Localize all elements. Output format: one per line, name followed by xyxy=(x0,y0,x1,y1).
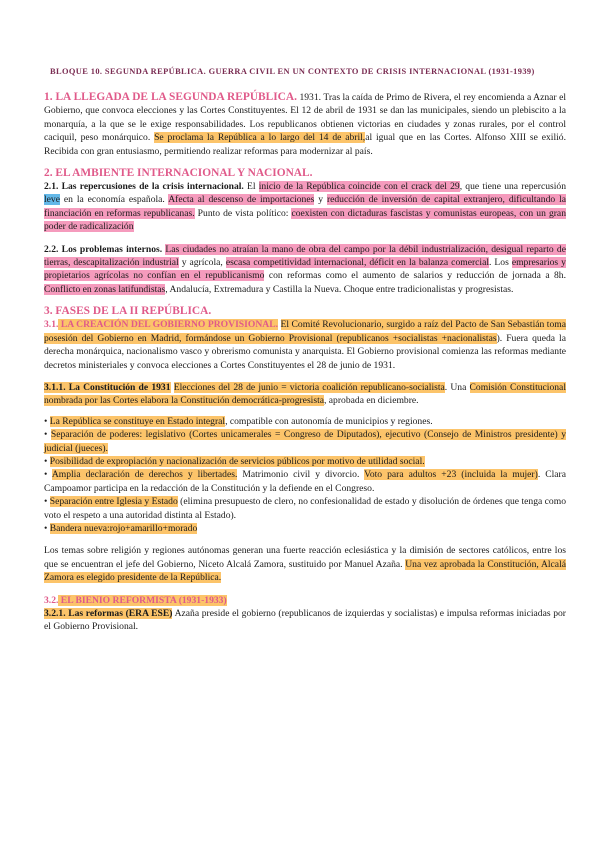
section-2-heading: 2. EL AMBIENTE INTERNACIONAL Y NACIONAL. xyxy=(44,167,313,180)
subsection-title: LA CREACIÓN DEL GOBIERNO PROVISIONAL. xyxy=(58,319,278,331)
reforms-paragraph xyxy=(44,607,566,634)
text: Punto de vista político: xyxy=(194,207,292,219)
highlight: escasa competitividad internacional, déficit en la balanza comercial xyxy=(225,257,489,269)
text: Azaña preside el gobierno (republicanos de izquierdas y socialistas) e impulsa reformas iniciadas por el Gobierno Provisional. xyxy=(44,608,566,633)
subsection-label: 3.2.1. Las reformas (ERA ESE) xyxy=(44,608,173,619)
text: Los temas sobre religión y regiones autónomas generan una fuerte reacción eclesiástica y la dimisión de sectores católicos, entre los que se encuentran el jefe del Gobierno, Niceto Alcalá Zamora, sustituido por Manuel Azaña. xyxy=(44,545,566,570)
subsection-number: 3.2. xyxy=(44,594,59,606)
highlight: El Comité Revolucionario, surgido a raíz del Pacto de San Sebastián toma posesión del Gobierno en Madrid, formándose un Gobierno Provisional (republicanos +socialistas +nacionalistas xyxy=(44,319,566,344)
highlight: empresarios y propietarios agrícolas no confían en el republicanismo xyxy=(44,257,566,282)
text: 1931. Tras la caída de Primo de Rivera, el rey encomienda a Aznar el Gobierno, que convoca elecciones y las Cortes Constituyentes. El 12 de abril de 1931 se dan las municipales, siendo un plebiscito a la monarquía, a la que se le exige responsabilidades. Los republicanos obtienen victorias en ciudades y zonas rurales, por el control caciquil, peso monárquico. xyxy=(44,92,566,144)
highlight: Se proclama la República a lo largo del 14 de abril, xyxy=(154,132,366,144)
highlight: Bandera nueva:rojo+amarillo+morado xyxy=(49,522,198,534)
highlight: Separación entre Iglesia y Estado xyxy=(49,496,178,508)
section-2-2-paragraph xyxy=(44,243,566,297)
highlight: La República se constituye en Estado integral xyxy=(49,415,226,427)
text: El xyxy=(243,181,259,193)
subsection-label: 2.1. Las repercusiones de la crisis internacional. xyxy=(44,181,244,193)
highlight: inicio de la República coincide con el crack del 29 xyxy=(258,181,460,193)
subsection-label: 2.2. Los problemas internos. xyxy=(44,243,163,255)
text: . Los xyxy=(489,257,512,269)
section-2-1-paragraph xyxy=(44,180,566,234)
section-3-1-paragraph xyxy=(44,318,566,372)
list-item: • Separación entre Iglesia y Estado (elimina presupuesto de clero, no confesionalidad de estado y disolución de órdenes que tenga como voto el respeto a una autoridad distinta al Estado). xyxy=(44,496,566,521)
list-item: • La República se constituye en Estado integral, compatible con autonomía de municipios y regiones. xyxy=(44,415,433,427)
text: ). Fuera queda la derecha monárquica, nacionalismo vasco y obrerismo comunista y anarquista. El Gobierno provisional comienza las reformas mediante decretos ministeriales y convoca elecciones a Cortes Constituyentes el 28 de junio de 1931. xyxy=(44,332,566,371)
text: Matrimonio civil y divorcio. xyxy=(237,469,365,481)
highlight: Amplia declaración de derechos y libertades. xyxy=(51,469,238,481)
text: . Clara Campoamor participa en la redacción de la Constitución y la defiende en el Congreso. xyxy=(44,469,566,494)
highlight: Las ciudades no atraían la mano de obra del campo por la débil industrialización, desigual reparto de tierras, descapitalización industrial xyxy=(44,243,566,269)
highlight: Afecta al descenso de importaciones xyxy=(168,194,315,206)
text: al igual que en las Cortes. Alfonso XIII se exilió. Recibida con gran entusiasmo, permitiendo realizar reformas para modernizar al país. xyxy=(44,132,567,157)
text: . Una xyxy=(444,381,470,393)
text: y xyxy=(314,194,327,206)
list-item: • Amplia declaración de derechos y libertades. Matrimonio civil y divorcio. Voto para adultos +23 (incluida la mujer). Clara Campoamor participa en la redacción de la Constitución y la defiende en el Congreso. xyxy=(44,469,566,494)
document-title: BLOQUE 10. SEGUNDA REPÚBLICA. GUERRA CIVIL EN UN CONTEXTO DE CRISIS INTERNACIONAL (1931-1939) xyxy=(50,67,535,76)
list-item: • Posibilidad de expropiación y nacionalización de servicios públicos por motivo de utilidad social. xyxy=(44,455,425,467)
text: , Andalucía, Extremadura y Castilla la Nueva. Choque entre tradicionalistas y progresistas. xyxy=(165,283,514,295)
section-3-2-heading xyxy=(44,594,566,607)
constitution-bullet-list xyxy=(44,415,566,536)
highlight: Voto para adultos +23 (incluida la mujer) xyxy=(364,469,538,481)
highlight: Separación de poderes: legislativo (Cortes unicamerales = Congreso de Diputados), ejecutivo (Consejo de Ministros presidente) y judicial (jueces). xyxy=(44,429,567,454)
constitution-paragraph xyxy=(44,381,566,408)
highlight: coexisten con dictaduras fascistas y comunistas europeas, con un gran poder de radicalización xyxy=(44,207,566,233)
text: , que tiene una repercusión xyxy=(459,181,567,193)
highlight: Una vez aprobada la Constitución, Alcalá Zamora es elegido presidente de la República. xyxy=(44,558,566,584)
list-item: • Separación de poderes: legislativo (Cortes unicamerales = Congreso de Diputados), ejecutivo (Consejo de Ministros presidente) y judicial (jueces). xyxy=(44,429,567,454)
subsection-title: EL BIENIO REFORMISTA (1931-1933) xyxy=(58,594,227,606)
highlight: Elecciones del 28 de junio = victoria coalición republicano-socialista xyxy=(173,381,445,393)
section-3-heading: 3. FASES DE LA II REPÚBLICA. xyxy=(44,305,212,318)
highlight: leve xyxy=(44,194,60,206)
text: , aprobada en diciembre. xyxy=(324,395,419,407)
subsection-number: 3.1. xyxy=(44,319,59,331)
text: y agrícola, xyxy=(178,257,226,269)
highlight: Comisión Constitucional nombrada por las Cortes elabora la Constitución democrática-progresista xyxy=(44,381,566,407)
section-1-heading: 1. LA LLEGADA DE LA SEGUNDA REPÚBLICA. xyxy=(44,91,297,103)
text: (elimina presupuesto de clero, no confesionalidad de estado y disolución de órdenes que tenga como voto el respeto a una autoridad distinta al Estado). xyxy=(44,496,566,521)
subsection-label: 3.1.1. La Constitución de 1931 xyxy=(44,381,171,393)
highlight: Posibilidad de expropiación y nacionalización de servicios públicos por motivo de utilidad social. xyxy=(49,455,425,467)
list-item: • Bandera nueva:rojo+amarillo+morado xyxy=(44,522,198,534)
section-1-paragraph xyxy=(44,91,566,158)
highlight: reducción de inversión de capital extranjero, dificultando la financiación en reformas republicanas. xyxy=(44,194,567,219)
text: en la economía española. xyxy=(59,194,169,206)
highlight: Conflicto en zonas latifundistas xyxy=(44,283,166,295)
document-page xyxy=(44,66,566,634)
text: con reformas como el aumento de salarios y reducción de jornada a 8h. xyxy=(264,270,567,282)
closing-paragraph xyxy=(44,544,566,584)
text: , compatible con autonomía de municipios y regiones. xyxy=(225,415,433,427)
